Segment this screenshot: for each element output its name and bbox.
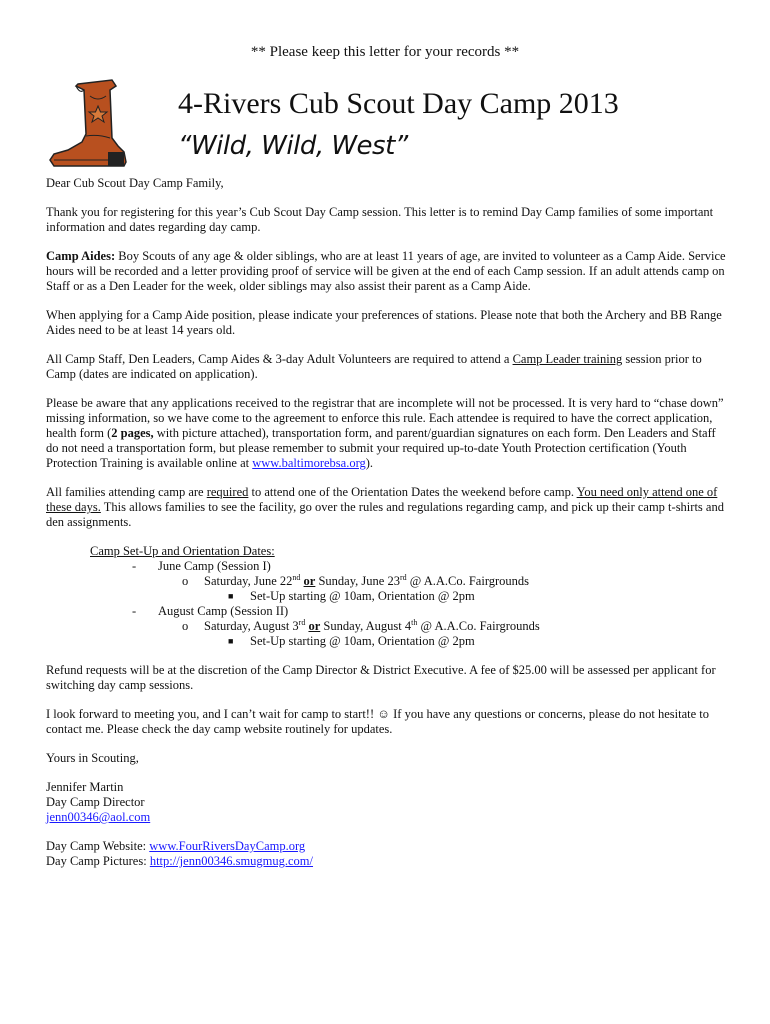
signature-title: Day Camp Director xyxy=(46,795,145,809)
signature-name: Jennifer Martin xyxy=(46,780,124,794)
session-1-name: June Camp (Session I) xyxy=(158,559,271,573)
paragraph-training xyxy=(46,352,730,382)
session-2 xyxy=(90,604,730,619)
camp-aides-label: Camp Aides: xyxy=(46,249,116,263)
orientation-text-a: All families attending camp are xyxy=(46,485,207,499)
baltimorebsa-link[interactable]: www.baltimorebsa.org xyxy=(252,456,366,470)
s1-date-a: Saturday, June 22 xyxy=(204,574,293,588)
square-bullet: ■ xyxy=(228,636,234,646)
applications-text-c: ). xyxy=(365,456,374,470)
website-link[interactable]: www.FourRiversDayCamp.org xyxy=(149,839,306,853)
s2-setup-text: Set-Up starting @ 10am, Orientation @ 2pm xyxy=(250,634,475,648)
website-line xyxy=(46,839,730,854)
s2-place: @ A.A.Co. Fairgrounds xyxy=(417,619,540,633)
s1-sup-a: nd xyxy=(292,572,301,582)
paragraph-intro: Thank you for registering for this year’s Cub Scout Day Camp session. This letter is to remind Day Camp families of some important information and dates regarding day camp. xyxy=(46,205,714,234)
s2-date-b: Sunday, August 4 xyxy=(320,619,412,633)
training-text-a: All Camp Staff, Den Leaders, Camp Aides & 3-day Adult Volunteers are required to attend a xyxy=(46,352,513,366)
session-2-dates xyxy=(90,619,730,634)
paragraph-aide-stations: When applying for a Camp Aide position, please indicate your preferences of stations. Please note that both the Archery and BB Range Aides need to be at least 14 years old. xyxy=(46,308,722,337)
salutation: Dear Cub Scout Day Camp Family, xyxy=(46,176,224,190)
website-label: Day Camp Website: xyxy=(46,839,150,853)
required-emphasis: required xyxy=(206,485,249,499)
dash-bullet: - xyxy=(132,559,137,573)
s1-sup-b: rd xyxy=(399,572,407,582)
paragraph-orientation xyxy=(46,485,730,530)
applications-text-a: Please be aware that any applications received to the registrar that are incomplete will not be processed. It is very hard to “chase down” missing information, so we have come to the agreement to enforce this rule. Each attendee is required to have the correct application, health form ( xyxy=(46,396,724,440)
s2-sup-b: th xyxy=(411,617,418,627)
s1-setup-text: Set-Up starting @ 10am, Orientation @ 2pm xyxy=(250,589,475,603)
pictures-line xyxy=(46,854,730,869)
signature-block xyxy=(46,780,730,869)
session-1-dates xyxy=(90,574,730,589)
s1-or: or xyxy=(303,574,316,588)
letter-body xyxy=(46,176,730,869)
paragraph-closing-note: I look forward to meeting you, and I can’t wait for camp to start!! ☺ If you have any questions or concerns, please do not hesitate to contact me. Please check the day camp website routinely for updates. xyxy=(46,707,710,736)
schedule-heading: Camp Set-Up and Orientation Dates: xyxy=(90,544,275,558)
paragraph-refunds: Refund requests will be at the discretion of the Camp Director & District Executive. A fee of $25.00 will be assessed per applicant for switching day camp sessions. xyxy=(46,663,716,692)
camp-theme-subtitle: “Wild, Wild, West” xyxy=(178,131,408,161)
training-text-b: session prior to Camp (dates are indicated on application). xyxy=(46,352,702,381)
session-1 xyxy=(90,559,730,574)
pictures-label: Day Camp Pictures: xyxy=(46,854,150,868)
paragraph-camp-aides xyxy=(46,249,730,294)
camp-title: 4-Rivers Cub Scout Day Camp 2013 xyxy=(178,87,619,120)
s2-date-a: Saturday, August 3 xyxy=(204,619,299,633)
orientation-text-c: This allows families to see the facility, go over the rules and regulations regarding camp, and pick up their camp t-shirts and den assignments. xyxy=(46,500,724,529)
cowboy-boot-icon xyxy=(46,76,132,172)
camp-leader-training-link[interactable]: Camp Leader training xyxy=(512,352,623,366)
director-email-link[interactable]: jenn00346@aol.com xyxy=(46,810,151,824)
s1-place: @ A.A.Co. Fairgrounds xyxy=(406,574,530,588)
paragraph-applications xyxy=(46,396,730,471)
circle-bullet: o xyxy=(182,619,189,633)
circle-bullet: o xyxy=(182,574,189,588)
applications-text-b: with picture attached), transportation form, and parent/guardian signatures on each form. Den Leaders and Staff do not need a transportation form, but please remember to submit your required up-to-date Youth Protection certification (Youth Protection Training is available online at xyxy=(46,426,716,470)
closing: Yours in Scouting, xyxy=(46,751,139,765)
s1-date-b: Sunday, June 23 xyxy=(315,574,400,588)
dash-bullet: - xyxy=(132,604,137,618)
health-form-pages: 2 pages, xyxy=(111,426,154,440)
square-bullet: ■ xyxy=(228,591,234,601)
session-2-name: August Camp (Session II) xyxy=(158,604,289,618)
pictures-link[interactable]: http://jenn00346.smugmug.com/ xyxy=(149,854,314,868)
orientation-text-b: to attend one of the Orientation Dates the weekend before camp. xyxy=(248,485,577,499)
records-note: ** Please keep this letter for your records ** xyxy=(250,44,520,60)
camp-aides-text: Boy Scouts of any age & older siblings, who are at least 11 years of age, are invited to volunteer as a Camp Aide. Service hours will be recorded and a letter providing proof of service will be given at the end of each Camp session. If an adult attends camp on Staff or as a Den Leader for the week, older siblings may also assist their parent as a Camp Aide. xyxy=(46,249,726,293)
attend-one-emphasis: You need only attend one of these days. xyxy=(46,485,718,514)
schedule-block xyxy=(90,544,730,649)
s2-or: or xyxy=(308,619,321,633)
session-1-setup xyxy=(90,589,730,604)
session-2-setup xyxy=(90,634,730,649)
s2-sup-a: rd xyxy=(298,617,306,627)
